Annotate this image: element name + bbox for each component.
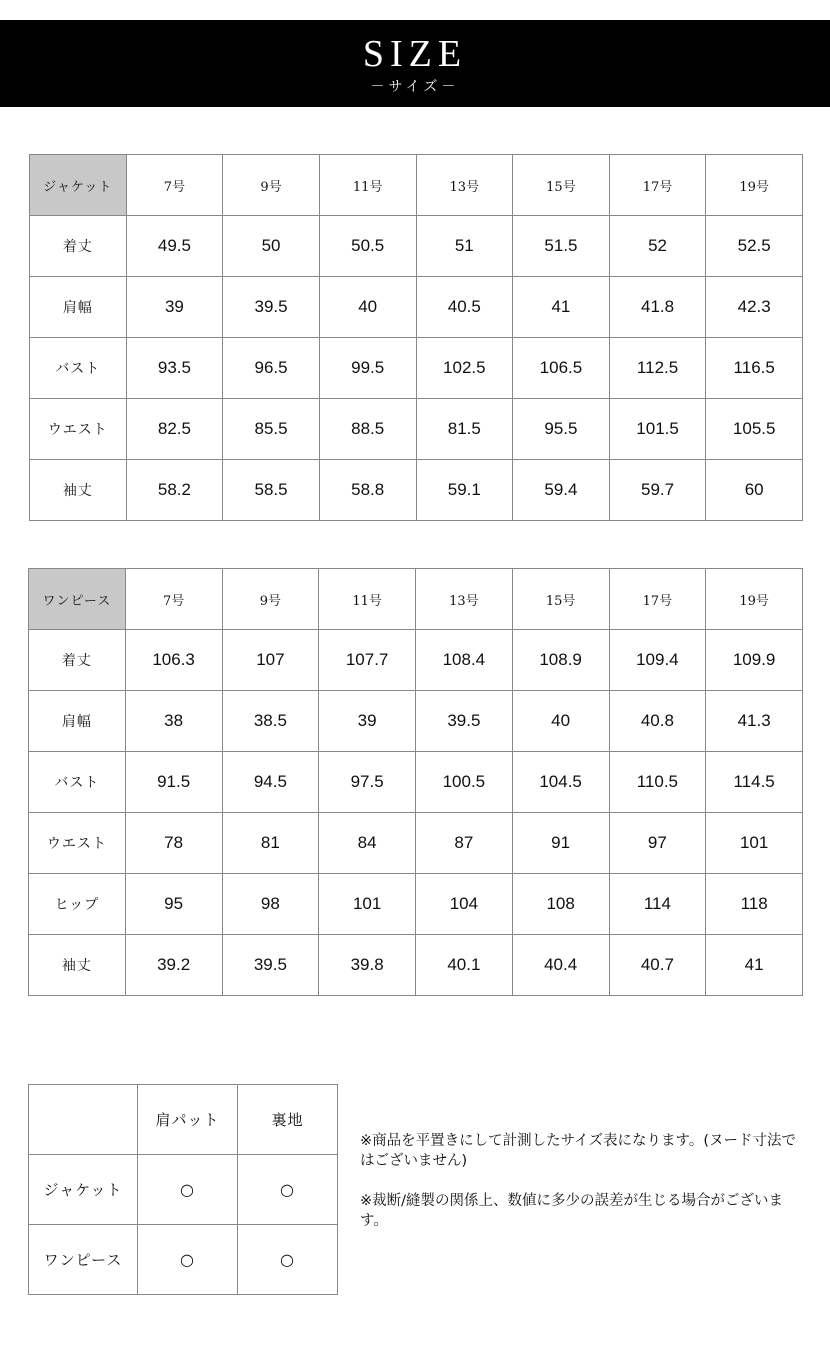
size-header: 9号 [222, 569, 319, 630]
table-row [30, 399, 803, 460]
table-row [29, 630, 803, 691]
measurement-cell: 39.5 [416, 691, 513, 752]
measurement-cell: 109.9 [706, 630, 803, 691]
measurement-cell: 109.4 [609, 630, 706, 691]
size-header: 11号 [319, 569, 416, 630]
measurement-cell: 101 [706, 813, 803, 874]
measurement-cell: 97.5 [319, 752, 416, 813]
shoulder-pad-mark: ○ [138, 1225, 238, 1295]
measurement-cell: 98 [222, 874, 319, 935]
table-row [29, 691, 803, 752]
measurement-cell: 39 [319, 691, 416, 752]
measurement-cell: 49.5 [126, 216, 223, 277]
size-header: 17号 [609, 569, 706, 630]
measurement-cell: 97 [609, 813, 706, 874]
size-header: 11号 [319, 155, 416, 216]
row-label: ウエスト [29, 813, 126, 874]
measurement-cell: 108.9 [512, 630, 609, 691]
measurement-cell: 40.1 [416, 935, 513, 996]
measurement-cell: 110.5 [609, 752, 706, 813]
table-row [29, 813, 803, 874]
measurement-cell: 102.5 [416, 338, 513, 399]
lining-mark: ○ [238, 1225, 338, 1295]
measurement-cell: 59.4 [513, 460, 610, 521]
measurement-cell: 38.5 [222, 691, 319, 752]
measurement-cell: 104 [416, 874, 513, 935]
measurement-cell: 42.3 [706, 277, 803, 338]
size-header: 17号 [609, 155, 706, 216]
measurement-cell: 52 [609, 216, 706, 277]
measurement-cell: 114.5 [706, 752, 803, 813]
measurement-cell: 100.5 [416, 752, 513, 813]
size-header: 13号 [416, 155, 513, 216]
measurement-cell: 50 [223, 216, 320, 277]
table-row [29, 935, 803, 996]
measurement-cell: 84 [319, 813, 416, 874]
shoulder-pad-header: 肩パット [138, 1085, 238, 1155]
measurement-cell: 51.5 [513, 216, 610, 277]
measurement-cell: 60 [706, 460, 803, 521]
options-row-label: ワンピース [29, 1225, 138, 1295]
measurement-cell: 40.8 [609, 691, 706, 752]
row-label: 肩幅 [30, 277, 127, 338]
measurement-cell: 50.5 [319, 216, 416, 277]
options-row-label: ジャケット [29, 1155, 138, 1225]
measurement-cell: 114 [609, 874, 706, 935]
size-header: 7号 [125, 569, 222, 630]
measurement-cell: 104.5 [512, 752, 609, 813]
row-label: バスト [30, 338, 127, 399]
table-header-row [29, 569, 803, 630]
measurement-cell: 118 [706, 874, 803, 935]
measurement-cell: 39.5 [222, 935, 319, 996]
row-label: 肩幅 [29, 691, 126, 752]
lining-mark: ○ [238, 1155, 338, 1225]
measurement-cell: 107 [222, 630, 319, 691]
lining-header: 裏地 [238, 1085, 338, 1155]
measurement-cell: 108 [512, 874, 609, 935]
page-subtitle: －サイズ－ [370, 79, 460, 95]
options-header-row [29, 1085, 338, 1155]
page-title: SIZE [362, 33, 468, 75]
row-label: 袖丈 [30, 460, 127, 521]
measurement-cell: 88.5 [319, 399, 416, 460]
note-measurement: ※商品を平置きにして計測したサイズ表になります。(ヌード寸法ではございません) [360, 1133, 796, 1169]
table-row [29, 874, 803, 935]
measurement-cell: 105.5 [706, 399, 803, 460]
table-row [30, 277, 803, 338]
size-header: 15号 [512, 569, 609, 630]
size-header: 15号 [513, 155, 610, 216]
measurement-cell: 41.3 [706, 691, 803, 752]
jacket-size-table [29, 154, 803, 521]
table-row [30, 460, 803, 521]
measurement-cell: 40 [319, 277, 416, 338]
measurement-cell: 39.5 [223, 277, 320, 338]
measurement-cell: 40 [512, 691, 609, 752]
measurement-cell: 94.5 [222, 752, 319, 813]
measurement-cell: 91.5 [125, 752, 222, 813]
measurement-cell: 91 [512, 813, 609, 874]
measurement-cell: 41.8 [609, 277, 706, 338]
measurement-cell: 107.7 [319, 630, 416, 691]
measurement-cell: 106.5 [513, 338, 610, 399]
table-row [30, 216, 803, 277]
measurement-cell: 58.2 [126, 460, 223, 521]
row-label: 袖丈 [29, 935, 126, 996]
measurement-cell: 59.7 [609, 460, 706, 521]
measurement-cell: 41 [513, 277, 610, 338]
measurement-cell: 101 [319, 874, 416, 935]
measurement-cell: 39.2 [125, 935, 222, 996]
size-header: 7号 [126, 155, 223, 216]
measurement-cell: 58.5 [223, 460, 320, 521]
measurement-cell: 106.3 [125, 630, 222, 691]
options-row-onepiece [29, 1225, 338, 1295]
onepiece-size-table [28, 568, 803, 996]
row-label: ウエスト [30, 399, 127, 460]
measurement-cell: 81.5 [416, 399, 513, 460]
note-tolerance: ※裁断/縫製の関係上、数値に多少の誤差が生じる場合がございます。 [360, 1193, 784, 1229]
row-label: 着丈 [30, 216, 127, 277]
measurement-cell: 40.7 [609, 935, 706, 996]
shoulder-pad-mark: ○ [138, 1155, 238, 1225]
measurement-cell: 87 [416, 813, 513, 874]
measurement-cell: 40.5 [416, 277, 513, 338]
measurement-cell: 58.8 [319, 460, 416, 521]
table-corner-label: ジャケット [30, 155, 127, 216]
measurement-cell: 101.5 [609, 399, 706, 460]
measurement-cell: 78 [125, 813, 222, 874]
table-corner-label: ワンピース [29, 569, 126, 630]
table-row [30, 338, 803, 399]
table-row [29, 752, 803, 813]
measurement-cell: 38 [125, 691, 222, 752]
size-header: 19号 [706, 569, 803, 630]
row-label: 着丈 [29, 630, 126, 691]
options-table [28, 1084, 338, 1295]
measurement-cell: 108.4 [416, 630, 513, 691]
measurement-cell: 41 [706, 935, 803, 996]
measurement-cell: 93.5 [126, 338, 223, 399]
measurement-cell: 39 [126, 277, 223, 338]
size-header: 13号 [416, 569, 513, 630]
measurement-cell: 81 [222, 813, 319, 874]
row-label: ヒップ [29, 874, 126, 935]
measurement-cell: 39.8 [319, 935, 416, 996]
measurement-cell: 85.5 [223, 399, 320, 460]
measurement-notes [360, 1131, 800, 1251]
options-row-jacket [29, 1155, 338, 1225]
measurement-cell: 112.5 [609, 338, 706, 399]
table-header-row [30, 155, 803, 216]
measurement-cell: 95.5 [513, 399, 610, 460]
measurement-cell: 116.5 [706, 338, 803, 399]
row-label: バスト [29, 752, 126, 813]
size-header: 9号 [223, 155, 320, 216]
measurement-cell: 59.1 [416, 460, 513, 521]
measurement-cell: 40.4 [512, 935, 609, 996]
measurement-cell: 99.5 [319, 338, 416, 399]
measurement-cell: 82.5 [126, 399, 223, 460]
measurement-cell: 96.5 [223, 338, 320, 399]
measurement-cell: 51 [416, 216, 513, 277]
measurement-cell: 95 [125, 874, 222, 935]
size-header: 19号 [706, 155, 803, 216]
size-banner [0, 20, 830, 107]
options-corner-cell [29, 1085, 138, 1155]
measurement-cell: 52.5 [706, 216, 803, 277]
